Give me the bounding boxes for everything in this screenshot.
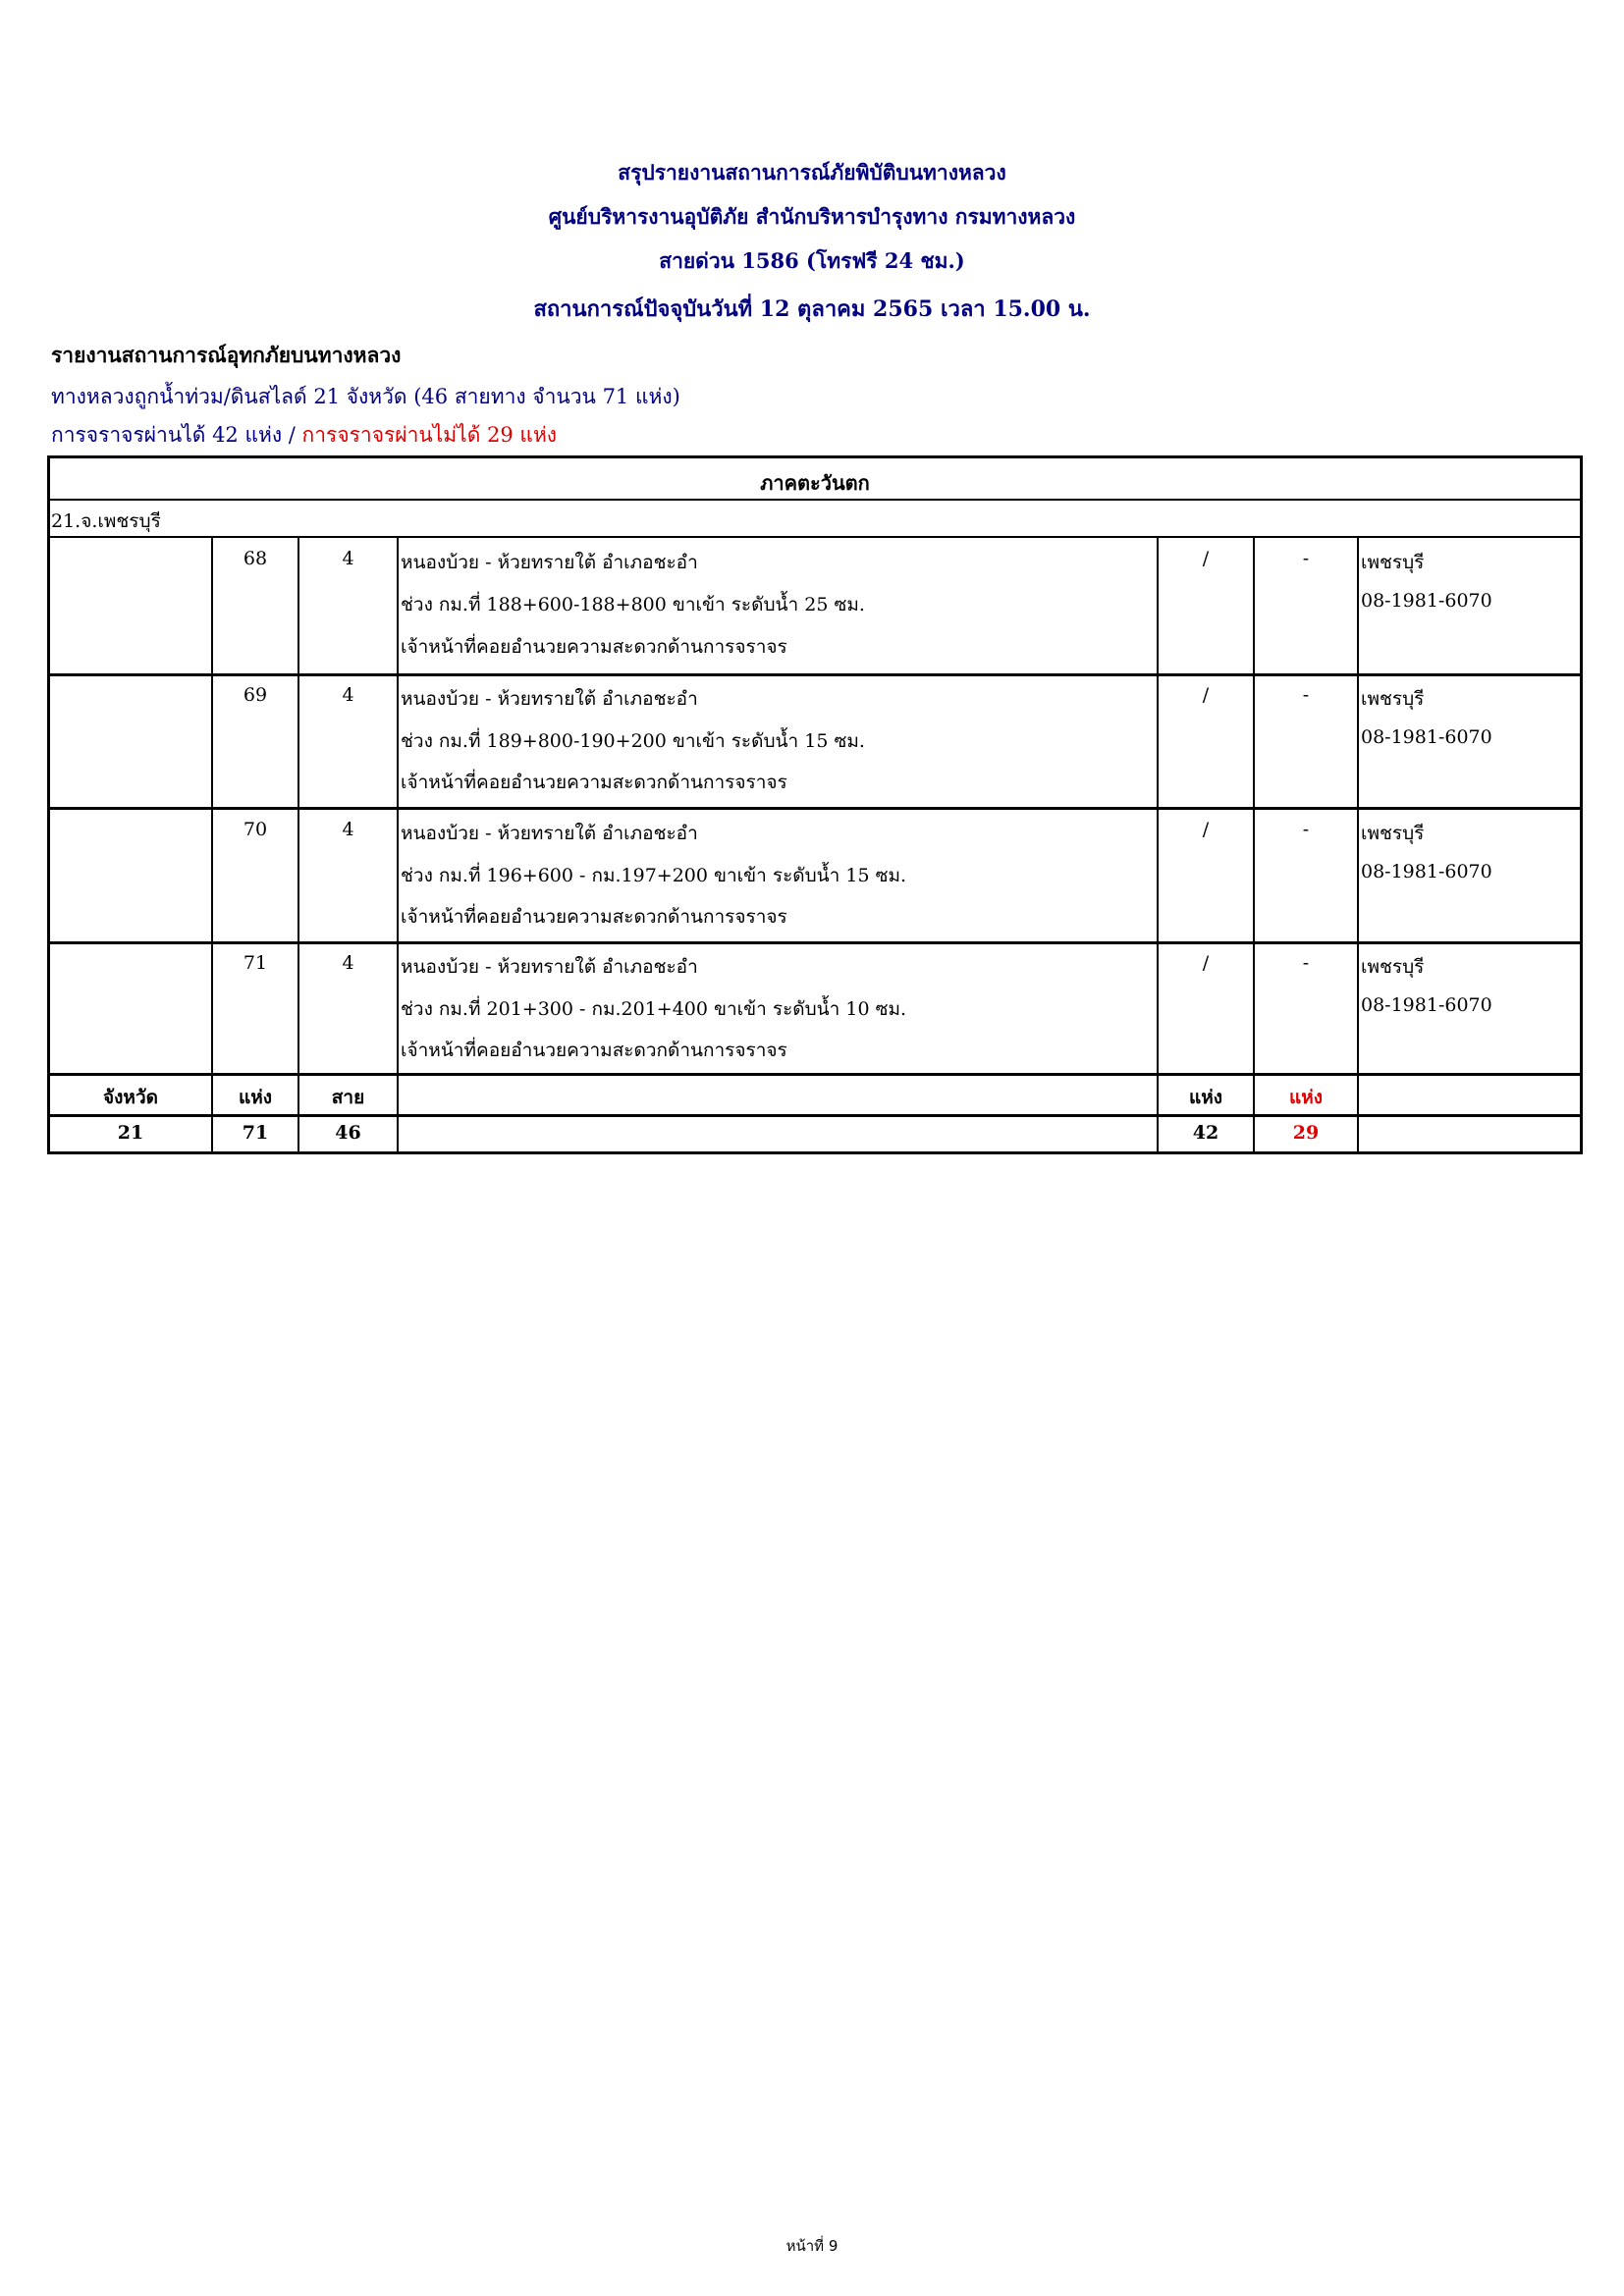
row-location: หนองบ้วย - ห้วยทรายใต้ อำเภอชะอำ — [401, 956, 698, 978]
table-divider — [47, 1114, 1583, 1117]
totals-header-places: แห่ง — [238, 1087, 273, 1108]
totals-header-passable: แห่ง — [1188, 1087, 1223, 1108]
passable-mark: / — [1202, 952, 1210, 974]
route-number: 4 — [342, 548, 354, 569]
total-passable: 42 — [1192, 1122, 1219, 1144]
office-name: เพชรบุรี — [1361, 956, 1425, 978]
row-note: เจ้าหน้าที่คอยอำนวยความสะดวกด้านการจราจร — [401, 906, 787, 928]
report-date: สถานการณ์ปัจจุบันวันที่ 12 ตุลาคม 2565 เวลา 15.00 น. — [533, 296, 1091, 322]
table-divider — [211, 538, 213, 1152]
table-divider — [1357, 538, 1359, 1152]
impassable-mark: - — [1302, 548, 1310, 569]
table-divider — [1253, 538, 1255, 1152]
impassable-mark: - — [1302, 952, 1310, 974]
summary-affected: ทางหลวงถูกน้ำท่วม/ดินสไลด์ 21 จังหวัด (46 สายทาง จำนวน 71 แห่ง) — [51, 385, 680, 408]
table-divider — [1157, 538, 1159, 1152]
row-segment: ช่วง กม.ที่ 189+800-190+200 ขาเข้า ระดับน้ำ 15 ซม. — [401, 730, 865, 752]
row-location: หนองบ้วย - ห้วยทรายใต้ อำเภอชะอำ — [401, 552, 698, 573]
total-places: 71 — [242, 1122, 269, 1144]
row-note: เจ้าหน้าที่คอยอำนวยความสะดวกด้านการจราจร — [401, 636, 787, 658]
table-divider — [397, 538, 399, 1152]
row-number: 70 — [243, 819, 268, 840]
row-note: เจ้าหน้าที่คอยอำนวยความสะดวกด้านการจราจร — [401, 1040, 787, 1061]
row-note: เจ้าหน้าที่คอยอำนวยความสะดวกด้านการจราจร — [401, 772, 787, 793]
row-segment: ช่วง กม.ที่ 188+600-188+800 ขาเข้า ระดับน้ำ 25 ซม. — [401, 594, 865, 615]
report-title: สรุปรายงานสถานการณ์ภัยพิบัติบนทางหลวง — [618, 160, 1006, 185]
route-number: 4 — [342, 684, 354, 706]
total-provinces: 21 — [117, 1122, 144, 1144]
summary-passable: การจราจรผ่านได้ 42 แห่ง / — [51, 423, 296, 447]
summary-heading: รายงานสถานการณ์อุทกภัยบนทางหลวง — [51, 343, 402, 367]
impassable-mark: - — [1302, 684, 1310, 706]
office-name: เพชรบุรี — [1361, 552, 1425, 573]
row-segment: ช่วง กม.ที่ 201+300 - กม.201+400 ขาเข้า ระดับน้ำ 10 ซม. — [401, 998, 907, 1020]
row-number: 69 — [243, 684, 268, 706]
page-number: หน้าที่ 9 — [785, 2237, 839, 2255]
summary-impassable: การจราจรผ่านไม่ได้ 29 แห่ง — [295, 423, 558, 447]
row-segment: ช่วง กม.ที่ 196+600 - กม.197+200 ขาเข้า ระดับน้ำ 15 ซม. — [401, 865, 907, 886]
row-number: 68 — [243, 548, 268, 569]
summary-traffic — [51, 419, 557, 452]
office-phone: 08-1981-6070 — [1361, 861, 1492, 882]
table-divider — [47, 1073, 1583, 1076]
office-name: เพชรบุรี — [1361, 823, 1425, 844]
table-divider — [47, 536, 1583, 538]
passable-mark: / — [1202, 548, 1210, 569]
total-impassable: 29 — [1292, 1122, 1320, 1144]
total-routes: 46 — [335, 1122, 361, 1144]
office-phone: 08-1981-6070 — [1361, 994, 1492, 1016]
route-number: 4 — [342, 819, 354, 840]
table-divider — [47, 807, 1583, 810]
office-phone: 08-1981-6070 — [1361, 590, 1492, 612]
row-location: หนองบ้วย - ห้วยทรายใต้ อำเภอชะอำ — [401, 688, 698, 710]
office-name: เพชรบุรี — [1361, 688, 1425, 710]
route-number: 4 — [342, 952, 354, 974]
totals-header-provinces: จังหวัด — [103, 1087, 158, 1108]
report-agency: ศูนย์บริหารงานอุบัติภัย สำนักบริหารบำรุงทาง กรมทางหลวง — [548, 204, 1076, 229]
passable-mark: / — [1202, 684, 1210, 706]
table-divider — [47, 941, 1583, 944]
passable-mark: / — [1202, 819, 1210, 840]
report-hotline: สายด่วน 1586 (โทรฟรี 24 ชม.) — [659, 248, 965, 273]
totals-header-impassable: แห่ง — [1288, 1087, 1324, 1108]
totals-header-routes: สาย — [331, 1087, 365, 1108]
table-divider — [47, 673, 1583, 676]
table-divider — [47, 499, 1583, 501]
office-phone: 08-1981-6070 — [1361, 726, 1492, 748]
table-divider — [298, 538, 299, 1152]
row-number: 71 — [243, 952, 268, 974]
province-label: 21.จ.เพชรบุรี — [51, 510, 161, 532]
impassable-mark: - — [1302, 819, 1310, 840]
row-location: หนองบ้วย - ห้วยทรายใต้ อำเภอชะอำ — [401, 823, 698, 844]
region-label: ภาคตะวันตก — [760, 471, 870, 495]
